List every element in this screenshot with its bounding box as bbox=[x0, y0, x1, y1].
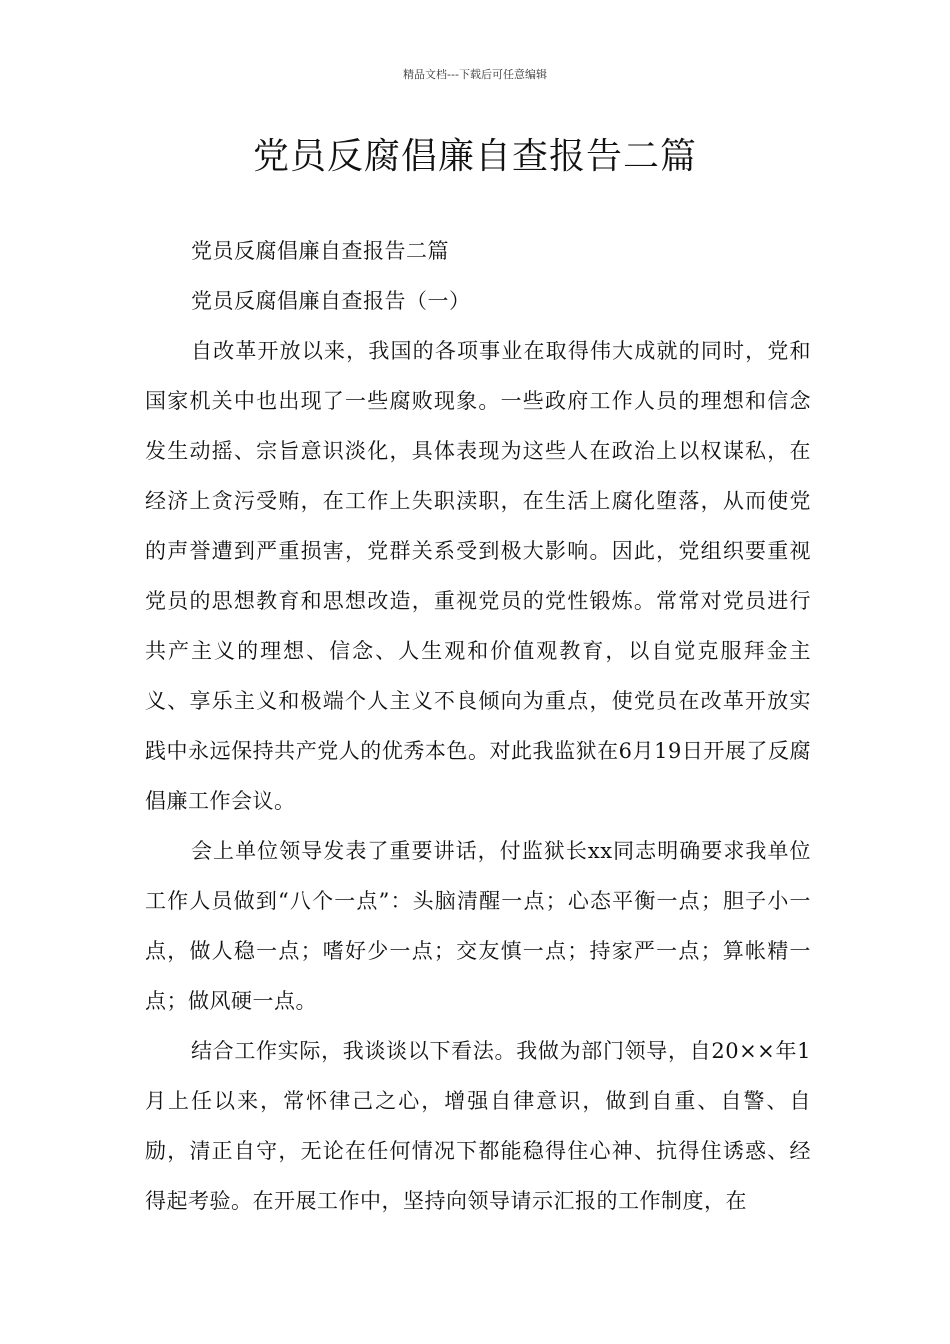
header-note: 精品文档---下载后可任意编辑 bbox=[403, 68, 547, 81]
paragraph-subtitle: 党员反腐倡廉自查报告二篇 bbox=[191, 239, 449, 263]
paragraph: 自改革开放以来，我国的各项事业在取得伟大成就的同时，党和国家机关中也出现了一些腐败现象。一些政府工作人员的理想和信念发生动摇、宗旨意识淡化，具体表现为这些人在政治上以权谋私，在经济上贪污受贿，在工作上失职渎职，在生活上腐化堕落，从而使党的声誉遭到严重损害，党群关系受到极大影响。因此，党组织要重视党员的思想教育和思想改造，重视党员的党性锻炼。常常对党员进行共产主义的理想、信念、人生观和价值观教育，以自觉克服拜金主义、享乐主义和极端个人主义不良倾向为重点，使党员在改革开放实践中永远保持共产党人的优秀本色。对此我监狱在6月19日开展了反腐倡廉工作会议。 bbox=[145, 339, 811, 813]
paragraph: 会上单位领导发表了重要讲话，付监狱长xx同志明确要求我单位工作人员做到“八个一点”：头脑清醒一点；心态平衡一点；胆子小一点，做人稳一点；嗜好少一点；交友慎一点；持家严一点；算帐精一点；做风硬一点。 bbox=[145, 839, 811, 1013]
paragraph: 结合工作实际，我谈谈以下看法。我做为部门领导，自20××年1月上任以来，常怀律己之心，增强自律意识，做到自重、自警、自励，清正自守，无论在任何情况下都能稳得住心神、抗得住诱惑、经得起考验。在开展工作中，坚持向领导请示汇报的工作制度，在 bbox=[145, 1039, 811, 1213]
document-body bbox=[145, 226, 811, 1226]
paragraph-section-heading: 党员反腐倡廉自查报告（一） bbox=[191, 289, 471, 313]
document-title: 党员反腐倡廉自查报告二篇 bbox=[252, 136, 697, 177]
